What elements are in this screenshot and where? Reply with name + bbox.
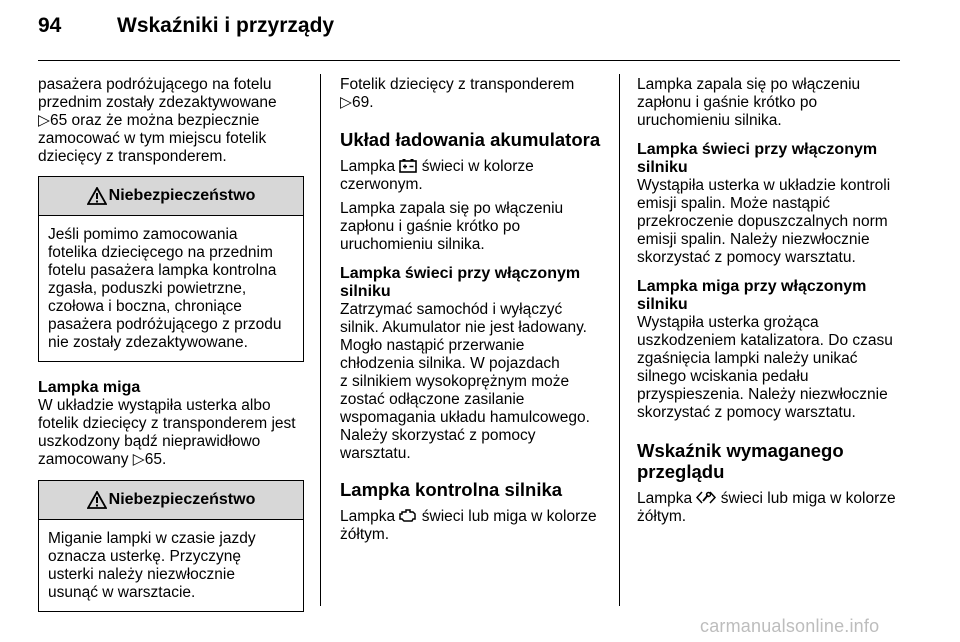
sub-heading: Lampka miga przy włączonym silniku [637,278,867,313]
page-header [0,0,960,60]
paragraph: Wystąpiła usterka w układzie kontroli emisji spalin. Może nastąpić przekroczenie dopuszczalnych norm emisji spalin. Należy niezwłocznie skorzystać z pomocy warsztatu. [637,177,891,266]
paragraph: Lampka zapala się po włączeniu zapłonu i gaśnie krótko po uruchomieniu silnika. [340,200,564,253]
warning-text: Miganie lampki w czasie jazdy oznacza usterkę. Przyczynę usterki należy niezwłocznie usunąć w warsztacie. [48,530,256,601]
warning-header: Niebezpieczeństwo [39,481,303,520]
header-divider [38,60,900,61]
section-heading: Wskaźnik wymaganego przeglądu [637,440,844,482]
service-wrench-icon [696,490,716,505]
column-divider [320,74,321,606]
column-3 [637,76,905,532]
column-divider [619,74,620,606]
warning-text: Jeśli pomimo zamocowania fotelika dziecięcego na przednim fotelu pasażera lampka kontrolna zgasła, poduszki powietrzne, czołowa i boczna, chroniące pasażera podróżującego z przodu nie zostały zdezaktywowane. [48,226,282,351]
paragraph: Wystąpiła usterka grożąca uszkodzeniem katalizatora. Do czasu zgaśnięcia lampki należy unikać silnego wciskania pedału przyspieszenia. Należy niezwłocznie skorzystać z pomocy warsztatu. [637,314,893,421]
warning-box [38,176,304,362]
paragraph: Lampka świeci w kolorze czerwonym. [340,158,534,193]
column-2 [340,76,606,550]
section-heading: Lampka kontrolna silnika [340,479,563,500]
engine-icon [399,508,417,523]
warning-header: Niebezpieczeństwo [39,177,303,216]
page-reference-icon: ▷ [132,451,145,468]
paragraph: W układzie wystąpiła usterka albo fotelik dziecięcy z transponderem jest uszkodzony bądź nieprawidłowo zamocowany ▷65. [38,397,296,468]
sub-heading: Lampka świeci przy włączonym silniku [340,265,581,300]
column-1 [38,76,304,612]
page-reference-icon: ▷ [340,94,352,111]
warning-triangle-icon [87,187,107,205]
warning-box [38,480,304,612]
page-reference-icon: ▷ [38,112,50,129]
sub-heading: Lampka świeci przy włączonym silniku [637,141,878,176]
watermark: carmanualsonline.info [700,616,880,636]
paragraph: Lampka świeci lub miga w kolorze żółtym. [340,508,597,543]
paragraph: Fotelik dziecięcy z transponderem ▷69. [340,76,575,111]
page-title: Wskaźniki i przyrządy [117,14,335,37]
section-heading: Lampka miga [38,379,141,396]
warning-triangle-icon [87,491,107,509]
page-number: 94 [38,14,62,37]
paragraph: pasażera podróżującego na fotelu przednim zostały zdezaktywowane ▷65 oraz że można bezpiecznie zamocować w tym miejscu fotelik dziecięcy z transponderem. [38,76,277,165]
battery-icon [399,158,417,173]
paragraph: Zatrzymać samochód i wyłączyć silnik. Akumulator nie jest ładowany. Mogło nastąpić przerwanie chłodzenia silnika. W pojazdach z silnikiem wysokoprężnym może zostać odłączone zasilanie wspomagania układu hamulcowego. Należy skorzystać z pomocy warsztatu. [340,301,590,462]
paragraph: Lampka świeci lub miga w kolorze żółtym. [637,490,896,525]
paragraph: Lampka zapala się po włączeniu zapłonu i gaśnie krótko po uruchomieniu silnika. [637,76,861,129]
section-heading: Układ ładowania akumulatora [340,129,601,150]
